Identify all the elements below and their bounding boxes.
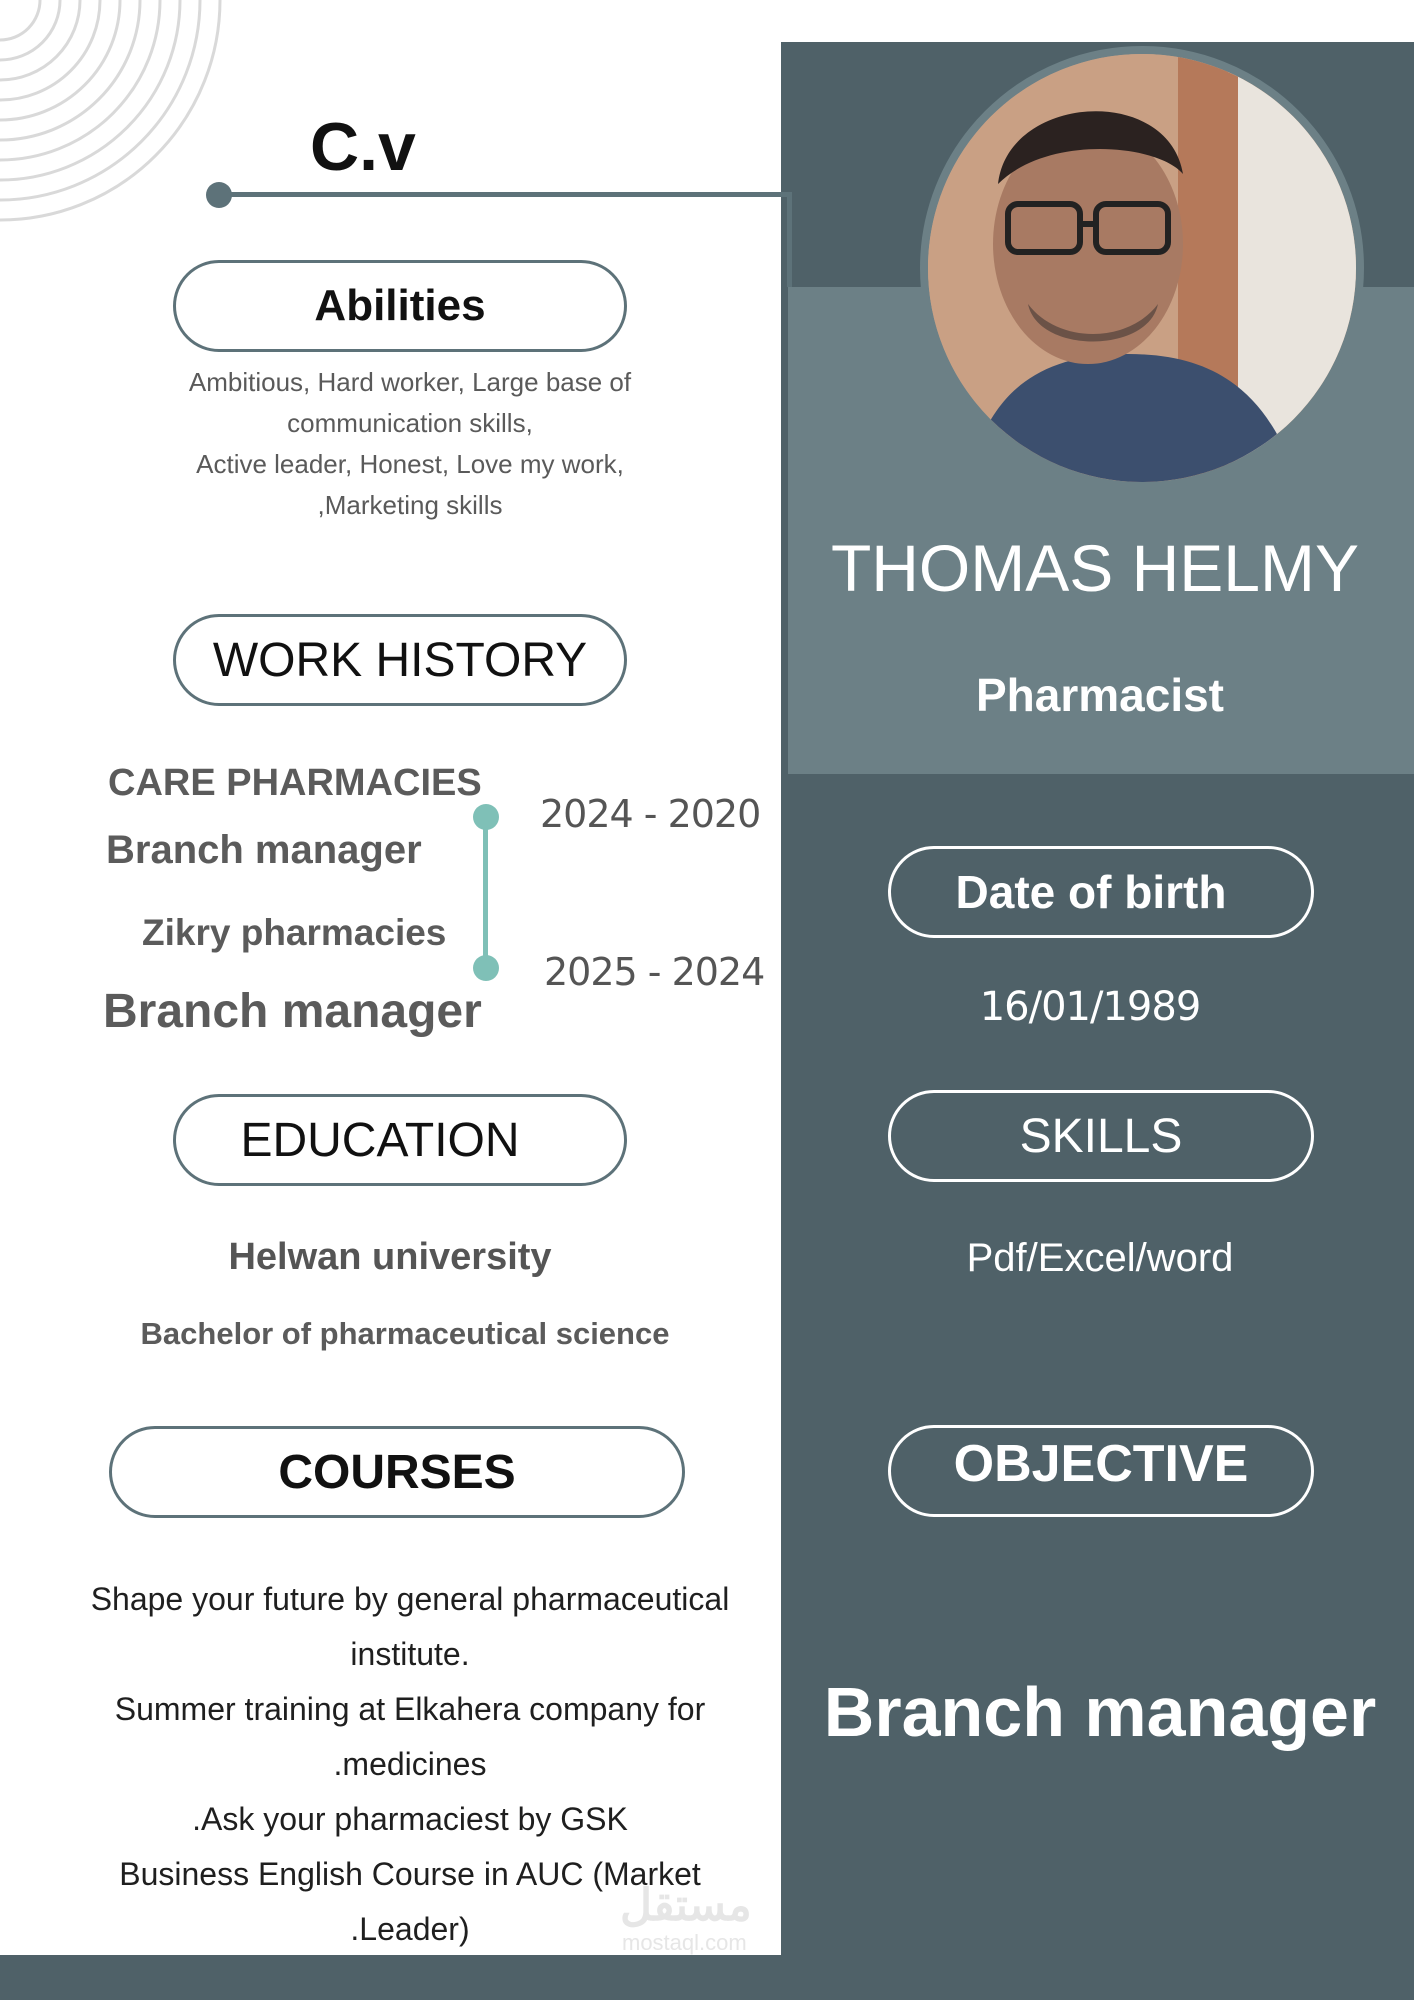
- bottom-bar: [0, 1955, 781, 2000]
- objective-heading: [888, 1425, 1314, 1517]
- profile-photo: [920, 46, 1364, 490]
- timeline-dot: [473, 955, 499, 981]
- abilities-line: Active leader, Honest, Love my work,: [196, 449, 624, 479]
- courses-heading: [109, 1426, 685, 1518]
- courses-heading-label: COURSES: [278, 1445, 516, 1499]
- course-line: institute.: [350, 1636, 470, 1672]
- course-line: .medicines: [333, 1746, 487, 1782]
- course-line: Summer training at Elkahera company for: [114, 1691, 706, 1727]
- abilities-line: communication skills,: [287, 408, 533, 438]
- header-timeline-connector: [787, 192, 792, 287]
- skills-heading: [888, 1090, 1314, 1182]
- objective-value: Branch manager: [823, 1673, 1377, 1751]
- objective-heading-label: OBJECTIVE: [953, 1435, 1249, 1493]
- work-years: 2025 - 2024: [544, 950, 765, 994]
- abilities-heading-label: Abilities: [314, 281, 486, 330]
- watermark-site: mostaql.com: [622, 1930, 747, 1955]
- education-heading: [173, 1094, 627, 1186]
- profile-role: Pharmacist: [975, 669, 1224, 721]
- work-history-heading: [173, 614, 627, 706]
- work-position: Branch manager: [103, 985, 482, 1038]
- skills-value: Pdf/Excel/word: [966, 1236, 1234, 1280]
- work-years: 2024 - 2020: [540, 792, 761, 836]
- date-of-birth-heading-label: Date of birth: [955, 866, 1227, 918]
- watermark-logo: مستقل: [620, 1881, 752, 1930]
- course-line: .Ask your pharmaciest by GSK: [192, 1801, 628, 1837]
- work-company: CARE PHARMACIES: [108, 762, 482, 804]
- education-heading-label: EDUCATION: [240, 1113, 520, 1167]
- timeline-line: [483, 812, 488, 967]
- concentric-rings-decoration: [0, 0, 230, 240]
- education-degree: Bachelor of pharmaceutical science: [140, 1316, 670, 1351]
- abilities-line: ,Marketing skills: [317, 490, 503, 520]
- work-history-heading-label: WORK HISTORY: [212, 633, 588, 687]
- date-of-birth-heading: [888, 846, 1314, 938]
- header-timeline-line: [222, 192, 792, 197]
- work-company: Zikry pharmacies: [142, 912, 447, 953]
- date-of-birth-value: 16/01/1989: [979, 984, 1201, 1030]
- abilities-text: [150, 362, 670, 526]
- course-line: .Leader): [350, 1911, 470, 1947]
- skills-heading-label: SKILLS: [1019, 1109, 1183, 1163]
- work-position: Branch manager: [106, 828, 422, 872]
- abilities-heading: [173, 260, 627, 352]
- course-line: Shape your future by general pharmaceutical: [90, 1581, 730, 1617]
- person-portrait-icon: [928, 54, 1356, 482]
- profile-name: THOMAS HELMY: [830, 531, 1360, 605]
- cv-title: C.v: [310, 109, 416, 185]
- abilities-line: Ambitious, Hard worker, Large base of: [188, 367, 632, 397]
- course-line: Business English Course in AUC (Market: [119, 1856, 701, 1892]
- education-school: Helwan university: [228, 1236, 552, 1278]
